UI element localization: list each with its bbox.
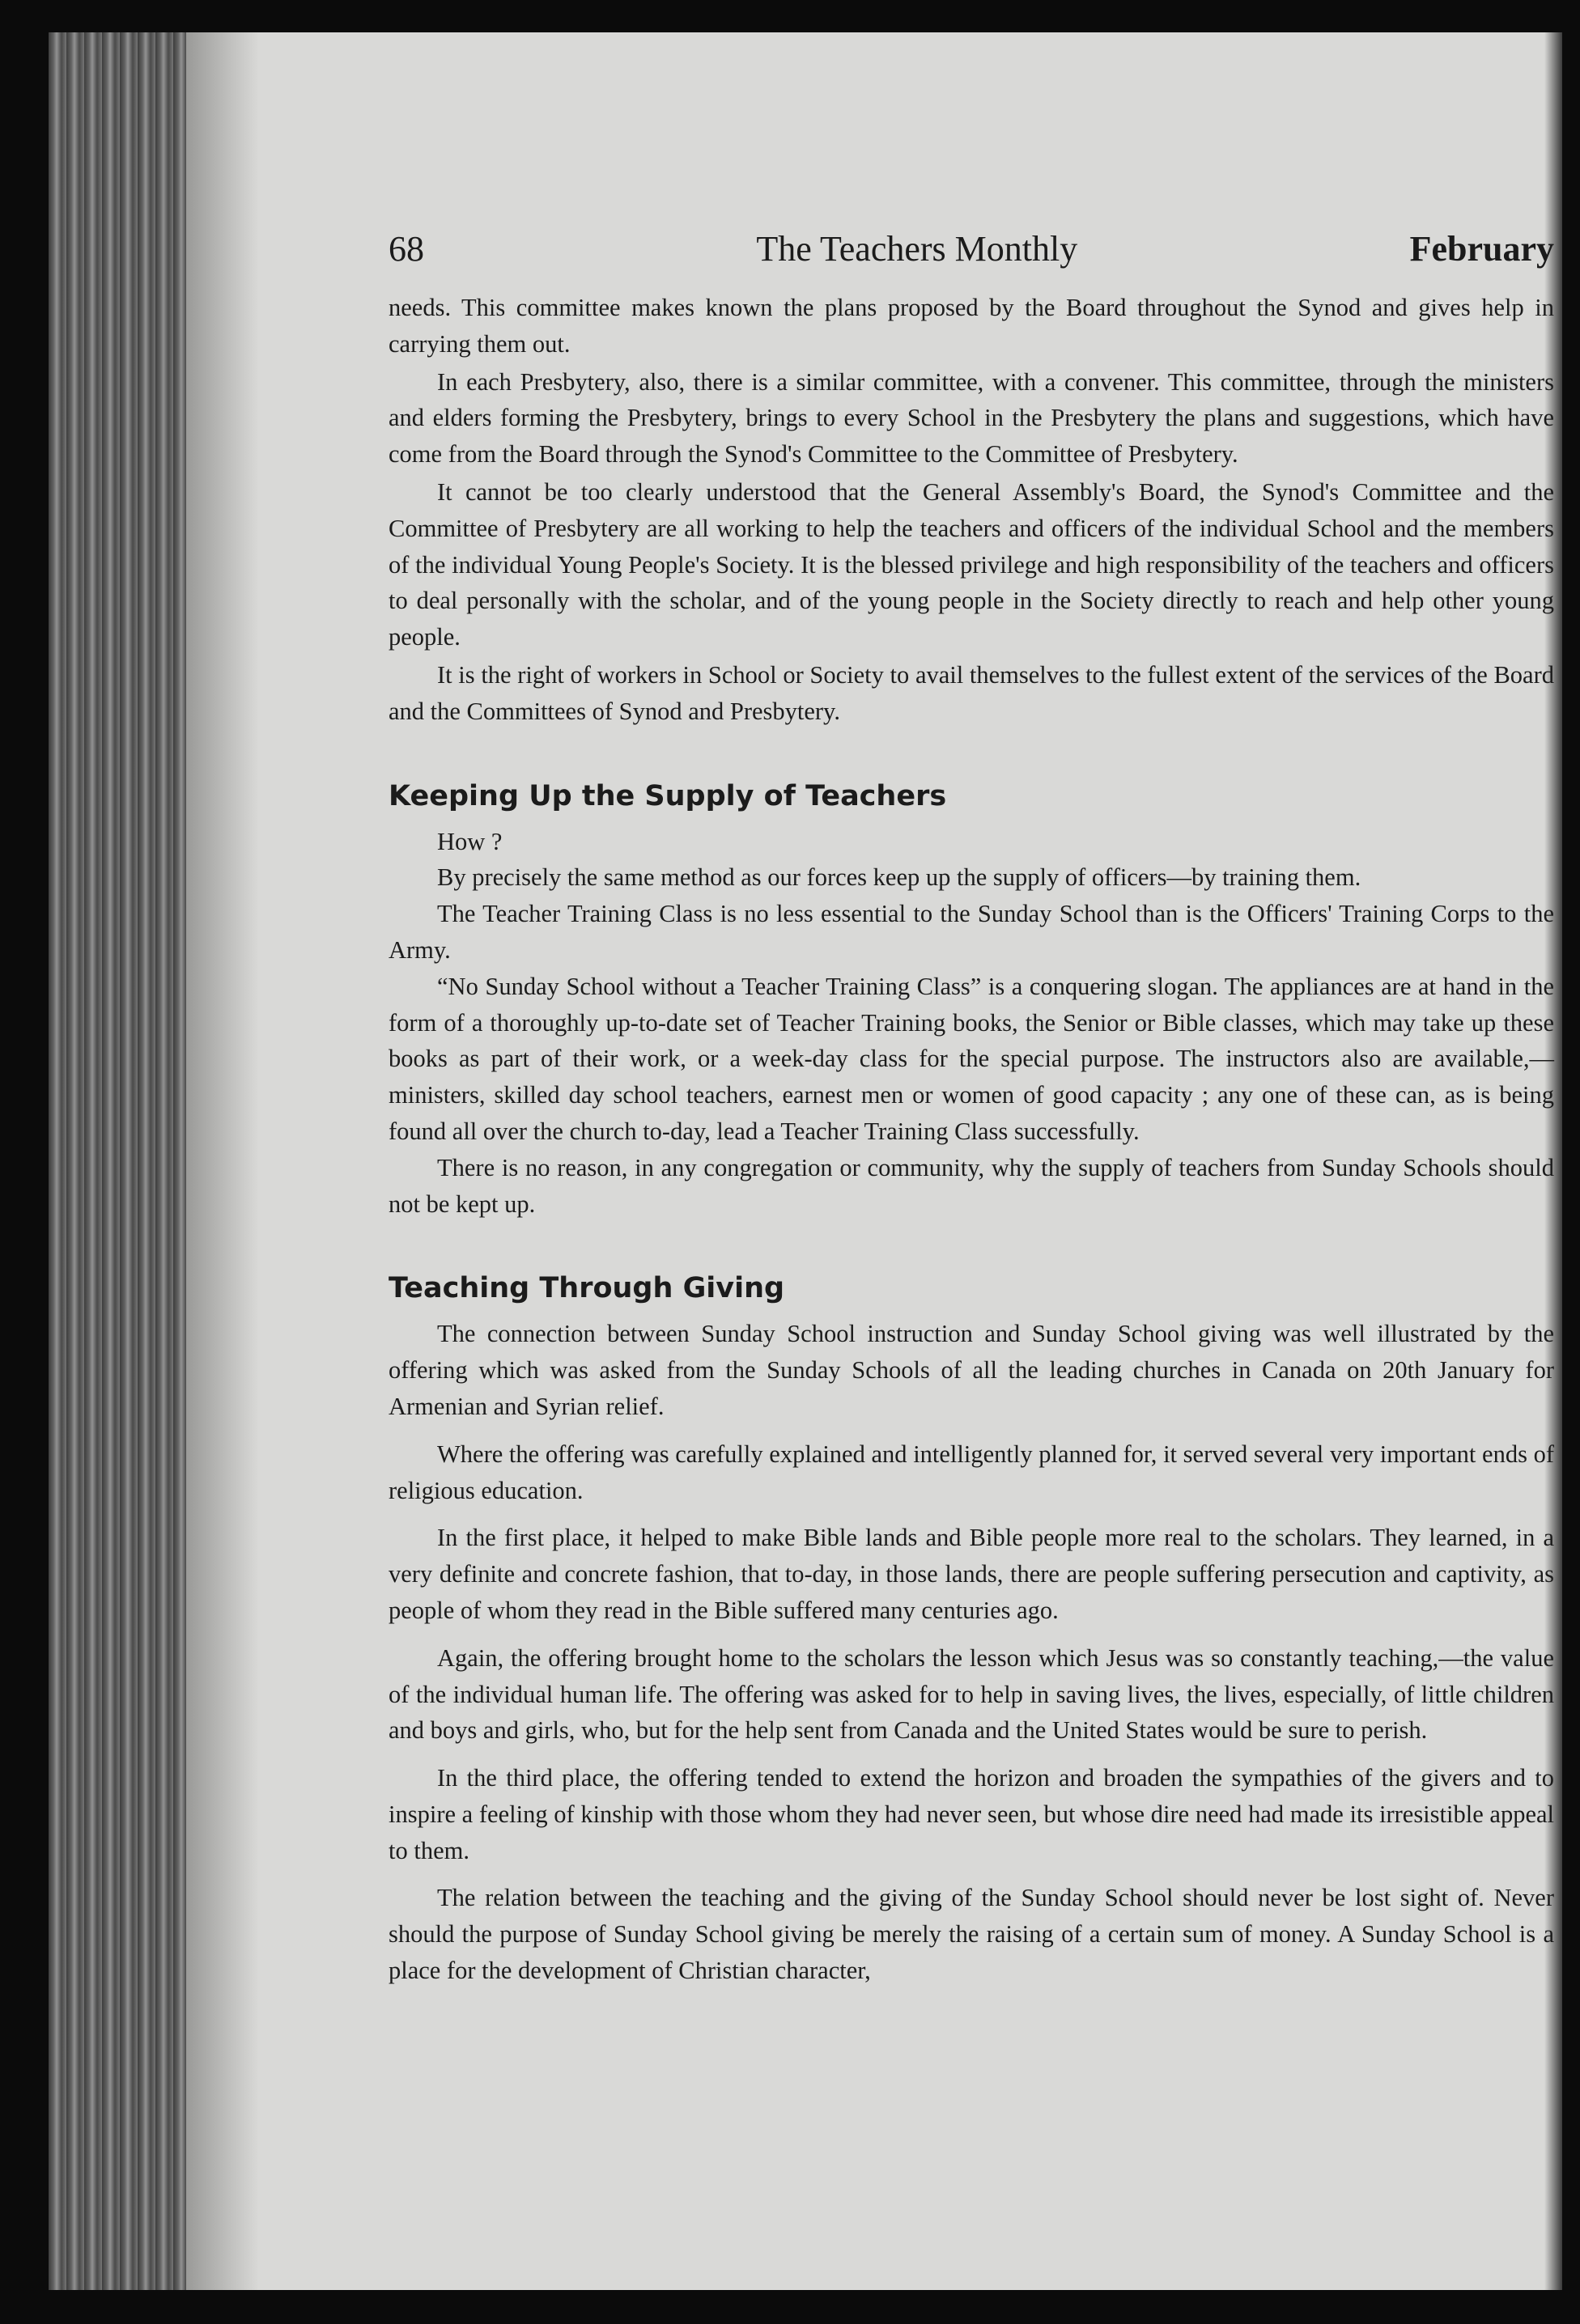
paragraph: “No Sunday School without a Teacher Training Class” is a conquering slogan. The appliances are at hand in the form of a thoroughly up-to-date set of Teacher Training books, the Senior or Bible classes, which may take up these books as part of their work, or a week-day class for the special purpose. The instructors also are available,—ministers, skilled day school teachers, earnest men or women of good capacity ; any one of these can, as is being found all over the church to-day, lead a Teacher Training Class successfully. [389, 972, 1554, 1145]
paragraph: In each Presbytery, also, there is a similar committee, with a convener. This committee, through the ministers and elders forming the Presbytery, brings to every School in the Presbytery the plans and suggestions, which have come from the Board through the Synod's Committee to the Committee of Presbytery. [389, 367, 1554, 469]
paragraph: needs. This committee makes known the plans proposed by the Board throughout the Synod and gives help in carrying them out. [389, 294, 1554, 358]
paragraph: How ? [437, 827, 503, 855]
book-page [49, 32, 1562, 2290]
paragraph: In the third place, the offering tended to extend the horizon and broaden the sympathies of the givers and to inspire a feeling of kinship with those whom they had never seen, but whose dire need had made its irresistible appeal to them. [389, 1764, 1554, 1864]
book-spine [49, 32, 186, 2290]
paragraph: There is no reason, in any congregation or community, why the supply of teachers from Sunday Schools should not be kept up. [389, 1153, 1554, 1218]
intro-section [389, 290, 1554, 730]
running-header [389, 227, 1554, 272]
teaching-through-giving-section [389, 1270, 1554, 1989]
paragraph: Where the offering was carefully explained and intelligently planned for, it served several very important ends of religious education. [389, 1440, 1554, 1504]
paragraph: The relation between the teaching and the giving of the Sunday School should never be lost sight of. Never should the purpose of Sunday School giving be merely the raising of a certain sum of money. A Sunday School is a place for the development of Christian character, [389, 1884, 1554, 1985]
paragraph: By precisely the same method as our forces keep up the supply of officers—by training them. [437, 863, 1361, 892]
issue-month: February [1409, 229, 1554, 269]
supply-of-teachers-section [389, 778, 1554, 1223]
page-number: 68 [389, 229, 424, 269]
section-heading: Teaching Through Giving [389, 1272, 785, 1305]
paragraph: Again, the offering brought home to the scholars the lesson which Jesus was so constantly teaching,—the value of the individual human life. The offering was asked for to help in saving lives, the lives, especially, of little children and boys and girls, who, but for the help sent from Canada and the United States would be sure to perish. [389, 1643, 1554, 1745]
paragraph: The connection between Sunday School instruction and Sunday School giving was well illustrated by the offering which was asked from the Sunday Schools of all the leading churches in Canada on 20th January for Armenian and Syrian relief. [389, 1320, 1554, 1420]
paragraph: In the first place, it helped to make Bible lands and Bible people more real to the scholars. They learned, in a very definite and concrete fashion, that to-day, in those lands, there are people suffering persecution and captivity, as people of whom they read in the Bible suffered many centuries ago. [389, 1524, 1554, 1624]
paragraph: It is the right of workers in School or Society to avail themselves to the fullest extent of the services of the Board and the Committees of Synod and Presbytery. [389, 660, 1554, 725]
publication-title: The Teachers Monthly [756, 229, 1078, 269]
section-heading: Keeping Up the Supply of Teachers [389, 779, 947, 812]
paragraph: The Teacher Training Class is no less essential to the Sunday School than is the Officers' Training Corps to the Army. [389, 900, 1554, 964]
page-content [389, 227, 1554, 2000]
page-gutter-shadow [186, 32, 259, 2290]
paragraph: It cannot be too clearly understood that the General Assembly's Board, the Synod's Committee and the Committee of Presbytery are all working to help the teachers and officers of the individual School and the members of the individual Young People's Society. It is the blessed privilege and high responsibility of the teachers and officers to deal personally with the scholar, and of the young people in the Society directly to reach and help other young people. [389, 477, 1554, 651]
